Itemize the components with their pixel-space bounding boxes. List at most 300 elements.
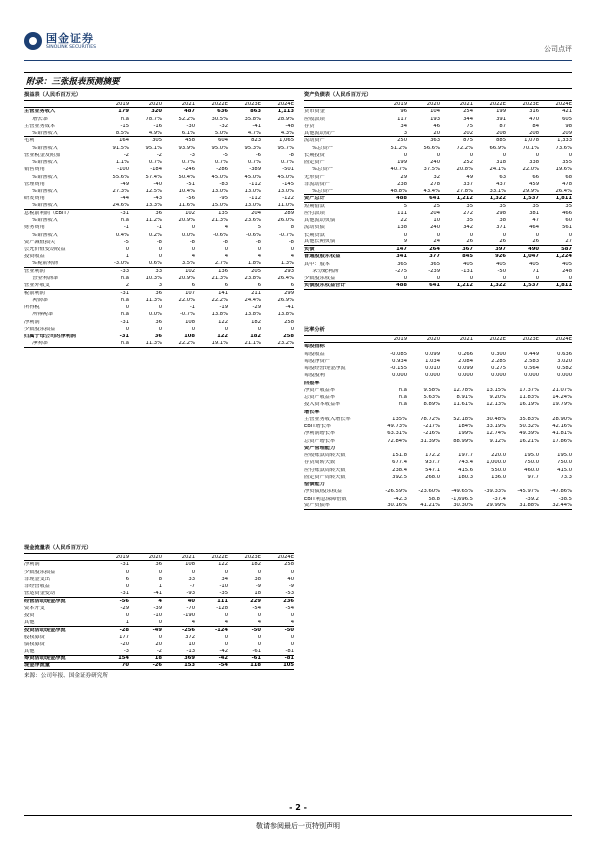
table-cell: 0.7% bbox=[214, 160, 228, 166]
year-header-row bbox=[304, 101, 572, 108]
table-cell: -33 bbox=[120, 268, 129, 274]
table-cell: 550.0 bbox=[491, 467, 506, 473]
table-cell: 20.8% bbox=[456, 167, 473, 173]
table-cell: 4 bbox=[290, 254, 294, 260]
table-row bbox=[304, 358, 572, 365]
table-cell: 2.583 bbox=[524, 358, 539, 364]
row-label: 净利率 bbox=[32, 340, 48, 346]
table-cell: 238 bbox=[397, 181, 407, 187]
year-header: 2021 bbox=[459, 336, 473, 342]
table-cell: -501 bbox=[282, 167, 294, 173]
table-row bbox=[304, 268, 572, 275]
table-cell: 1,047 bbox=[522, 254, 539, 260]
row-label: 其他 bbox=[24, 648, 35, 654]
table-cell: -51 bbox=[186, 181, 195, 187]
table-cell: -95 bbox=[219, 196, 228, 202]
table-cell: -49 bbox=[120, 181, 129, 187]
table-cell: 0 bbox=[224, 642, 228, 648]
row-label: 未分配利润 bbox=[312, 268, 338, 274]
table-cell: 72.84% bbox=[387, 438, 407, 444]
table-cell: 32 bbox=[433, 174, 440, 180]
table-row bbox=[304, 409, 572, 416]
table-cell: -93 bbox=[186, 590, 195, 596]
table-cell: 4 bbox=[224, 225, 228, 231]
table-cell: 13.15% bbox=[486, 387, 506, 393]
table-cell: 97.7 bbox=[527, 474, 539, 480]
table-cell: 0.7% bbox=[247, 160, 261, 166]
row-label: 应收款项 bbox=[304, 116, 325, 122]
table-cell: -30 bbox=[186, 123, 195, 129]
table-cell: 14.24% bbox=[552, 395, 572, 401]
table-cell: -31 bbox=[119, 334, 129, 340]
table-cell: -23.60% bbox=[418, 489, 440, 495]
year-header: 2023E bbox=[244, 101, 261, 107]
table-cell: 199 bbox=[496, 109, 506, 115]
table-row bbox=[304, 343, 572, 350]
table-cell: 20.9% bbox=[178, 218, 195, 224]
balance-title: 资产负债表（人民币百万元） bbox=[304, 92, 572, 101]
table-row bbox=[304, 365, 572, 372]
table-cell: -39 bbox=[153, 605, 162, 611]
year-header: 2023E bbox=[522, 336, 539, 342]
table-row bbox=[304, 253, 572, 260]
row-label: 所得税 bbox=[24, 305, 40, 311]
table-cell: 36 bbox=[155, 210, 162, 216]
table-cell: 4 bbox=[257, 619, 261, 625]
table-cell: 0 bbox=[502, 152, 506, 158]
table-cell: 33.19% bbox=[486, 424, 506, 430]
table-cell: -0.6% bbox=[212, 232, 228, 238]
table-cell: 31.88% bbox=[519, 503, 539, 509]
table-cell: 0 bbox=[436, 152, 440, 158]
table-cell: 6 bbox=[290, 282, 294, 288]
table-cell: 177 bbox=[119, 634, 129, 640]
table-cell: 0 bbox=[158, 569, 162, 575]
table-cell: -0.7% bbox=[278, 232, 294, 238]
table-cell: 21.07% bbox=[552, 387, 572, 393]
table-cell: -56 bbox=[119, 598, 129, 604]
table-cell: -8 bbox=[288, 239, 294, 245]
row-label: 现金净流量 bbox=[24, 663, 50, 669]
table-cell: 136 bbox=[218, 268, 228, 274]
table-row bbox=[304, 137, 572, 144]
table-cell: 63 bbox=[499, 174, 506, 180]
table-cell: -13 bbox=[186, 648, 195, 654]
row-label: 其他 bbox=[24, 619, 35, 625]
table-cell: -40 bbox=[153, 181, 162, 187]
table-cell: 405 bbox=[529, 261, 539, 267]
table-cell: 2.7% bbox=[214, 261, 228, 267]
table-cell: -8 bbox=[288, 152, 294, 158]
table-row bbox=[304, 181, 572, 188]
row-label: 归属于母公司的净利润 bbox=[24, 334, 76, 340]
row-label: 利润率 bbox=[32, 297, 48, 303]
table-row bbox=[24, 583, 294, 590]
table-cell: 35.8% bbox=[244, 116, 261, 122]
year-header: 2024E bbox=[555, 101, 572, 107]
row-label: 其他长期负债 bbox=[304, 239, 336, 245]
table-cell: 35 bbox=[532, 203, 539, 209]
row-label: %税前利润 bbox=[32, 261, 58, 267]
row-label: 普通股股东权益 bbox=[304, 254, 341, 260]
table-cell: 56.6% bbox=[423, 145, 440, 151]
row-label: 经营活动现金净流 bbox=[24, 598, 66, 604]
table-cell: 28.90% bbox=[552, 416, 572, 422]
table-cell: 561 bbox=[562, 225, 572, 231]
table-cell: 0 bbox=[403, 152, 407, 158]
table-cell: 22.0% bbox=[522, 167, 539, 173]
table-cell: 105 bbox=[283, 663, 294, 669]
table-cell: 299 bbox=[284, 290, 294, 296]
table-cell: 68 bbox=[565, 174, 572, 180]
table-cell: 13.0% bbox=[244, 189, 261, 195]
table-cell: 37.5% bbox=[423, 167, 440, 173]
table-cell: 0.564 bbox=[524, 366, 539, 372]
table-cell: -145 bbox=[282, 181, 294, 187]
table-cell: 57.4% bbox=[145, 174, 162, 180]
row-label: 毛利 bbox=[24, 138, 35, 144]
row-label: 销售费用 bbox=[24, 167, 45, 173]
table-cell: -124 bbox=[215, 627, 228, 633]
table-cell: -2 bbox=[156, 152, 162, 158]
table-cell: 16.21% bbox=[519, 438, 539, 444]
table-cell: 0 bbox=[158, 305, 162, 311]
table-cell: 1.1% bbox=[115, 160, 129, 166]
table-cell: 4.3% bbox=[280, 130, 294, 136]
table-cell: 41.81% bbox=[552, 431, 572, 437]
year-header: 2021 bbox=[181, 101, 195, 107]
table-cell: 488 bbox=[396, 195, 407, 201]
table-row bbox=[24, 239, 294, 246]
table-cell: 73.3 bbox=[560, 474, 572, 480]
table-cell: 3.5% bbox=[181, 261, 195, 267]
table-cell: 0 bbox=[257, 642, 261, 648]
table-cell: -246 bbox=[183, 167, 195, 173]
table-cell: 151.8 bbox=[392, 453, 407, 459]
table-cell: 252 bbox=[463, 160, 473, 166]
table-cell: 24.6% bbox=[112, 203, 129, 209]
table-row bbox=[24, 340, 294, 347]
table-row bbox=[24, 663, 294, 670]
table-cell: 43.4% bbox=[423, 188, 440, 194]
row-label: 回报率 bbox=[304, 380, 320, 386]
row-label: 股权募资 bbox=[24, 634, 45, 640]
table-cell: 11.3% bbox=[145, 340, 162, 346]
table-cell: 30.30% bbox=[453, 503, 473, 509]
table-cell: 0 bbox=[158, 326, 162, 332]
table-cell: 490 bbox=[528, 246, 539, 252]
table-cell: 1,537 bbox=[522, 195, 539, 201]
table-cell: 9.58% bbox=[423, 387, 440, 393]
table-cell: 0 bbox=[224, 613, 228, 619]
table-cell: -1 bbox=[156, 225, 162, 231]
table-cell: 26.0% bbox=[277, 218, 294, 224]
table-cell: 0.0% bbox=[148, 312, 162, 318]
table-cell: 19.79% bbox=[552, 402, 572, 408]
table-row bbox=[304, 145, 572, 152]
row-label: 主营业务收入增长率 bbox=[304, 416, 351, 422]
table-cell: -44 bbox=[120, 196, 129, 202]
table-cell: 0 bbox=[191, 326, 195, 332]
table-cell: 6 bbox=[191, 282, 195, 288]
row-label: 资产管理能力 bbox=[304, 445, 336, 451]
table-cell: 24.1% bbox=[489, 167, 506, 173]
table-cell: 1,811 bbox=[555, 282, 572, 288]
row-label: 其中：股本 bbox=[304, 261, 330, 267]
table-cell: 91.5% bbox=[112, 145, 129, 151]
table-cell: 11.6% bbox=[178, 203, 195, 209]
table-cell: 1,322 bbox=[489, 282, 506, 288]
table-cell: 0 bbox=[224, 247, 228, 253]
table-cell: 4 bbox=[158, 598, 162, 604]
table-cell: 13.8% bbox=[277, 312, 294, 318]
table-cell: n.a bbox=[120, 312, 129, 318]
table-cell: 1.3% bbox=[280, 261, 294, 267]
table-cell: 30.48% bbox=[486, 416, 506, 422]
row-label: 每股净资产 bbox=[304, 358, 330, 364]
table-row bbox=[304, 488, 572, 495]
row-label: 其他流动负债 bbox=[304, 218, 336, 224]
table-cell: -217% bbox=[423, 424, 440, 430]
table-cell: 0 bbox=[469, 232, 473, 238]
table-cell: 0 bbox=[290, 634, 294, 640]
table-cell: 182 bbox=[250, 334, 261, 340]
table-cell: 240 bbox=[430, 225, 440, 231]
table-cell: 391 bbox=[496, 116, 506, 122]
table-cell: 50.32% bbox=[519, 424, 539, 430]
page-header bbox=[24, 28, 572, 58]
row-label: 净利润 bbox=[24, 319, 40, 325]
table-cell: 51.2% bbox=[390, 145, 407, 151]
row-label: 总资产增长率 bbox=[304, 438, 336, 444]
table-cell: 365 bbox=[397, 261, 407, 267]
table-cell: 547.1 bbox=[425, 467, 440, 473]
row-label: 应付款项 bbox=[304, 210, 325, 216]
table-cell: 21.1% bbox=[244, 340, 261, 346]
table-cell: 24 bbox=[433, 239, 440, 245]
table-cell: 19.6% bbox=[555, 167, 572, 173]
table-cell: 2.084 bbox=[458, 358, 473, 364]
table-cell: 2.285 bbox=[491, 358, 506, 364]
table-row bbox=[304, 123, 572, 130]
table-cell: 33 bbox=[155, 268, 162, 274]
table-cell: 108 bbox=[184, 334, 195, 340]
row-label: 流动负债 bbox=[304, 225, 325, 231]
table-cell: 73.6% bbox=[555, 145, 572, 151]
table-cell: 26 bbox=[532, 239, 539, 245]
table-cell: 0.934 bbox=[392, 358, 407, 364]
table-cell: 98 bbox=[565, 123, 572, 129]
table-cell: 371 bbox=[496, 225, 506, 231]
table-row bbox=[304, 387, 572, 394]
table-cell: 0 bbox=[125, 584, 129, 590]
table-cell: 40 bbox=[287, 576, 294, 582]
table-row bbox=[304, 217, 572, 224]
row-label: %销售收入 bbox=[32, 174, 58, 180]
table-cell: 0 bbox=[257, 247, 261, 253]
table-cell: 87 bbox=[499, 123, 506, 129]
table-cell: 372 bbox=[185, 634, 195, 640]
table-cell: 34 bbox=[400, 123, 407, 129]
table-cell: -41 bbox=[153, 590, 162, 596]
row-label: 所得税率 bbox=[32, 312, 53, 318]
row-label: 营业外收支 bbox=[24, 282, 50, 288]
income-statement-table bbox=[24, 92, 294, 348]
table-cell: 0 bbox=[257, 634, 261, 640]
table-cell: -7 bbox=[189, 584, 195, 590]
table-cell: 0 bbox=[436, 232, 440, 238]
table-cell: -61 bbox=[251, 656, 261, 662]
year-header: 2021 bbox=[459, 101, 473, 107]
table-cell: 30.16% bbox=[387, 503, 407, 509]
header-divider bbox=[24, 60, 572, 61]
table-cell: 258 bbox=[284, 562, 294, 568]
table-cell: 135% bbox=[392, 416, 407, 422]
table-cell: 75 bbox=[466, 123, 473, 129]
row-label: 非流动资产 bbox=[304, 181, 330, 187]
table-cell: 35.83% bbox=[519, 416, 539, 422]
table-cell: 122 bbox=[218, 562, 228, 568]
year-header: 2024E bbox=[277, 101, 294, 107]
table-row bbox=[304, 372, 572, 379]
table-cell: 392.5 bbox=[392, 474, 407, 480]
table-row bbox=[304, 232, 572, 239]
table-row bbox=[304, 380, 572, 387]
table-cell: 0 bbox=[502, 232, 506, 238]
table-cell: 1 bbox=[125, 619, 129, 625]
row-label: 税前利润 bbox=[24, 290, 45, 296]
table-cell: 27 bbox=[565, 239, 572, 245]
table-cell: 342 bbox=[463, 225, 473, 231]
table-cell: 0 bbox=[158, 619, 162, 625]
table-cell: -3.0% bbox=[113, 261, 129, 267]
row-label: 资本开支 bbox=[24, 605, 45, 611]
balance-sheet-table bbox=[304, 92, 572, 290]
table-cell: 10.3% bbox=[145, 276, 162, 282]
table-cell: 117 bbox=[397, 116, 407, 122]
table-cell: 604 bbox=[218, 138, 228, 144]
table-cell: 35 bbox=[499, 203, 506, 209]
table-cell: -50 bbox=[497, 268, 506, 274]
row-label: 净资产收益率 bbox=[304, 387, 336, 393]
table-cell: 41.21% bbox=[420, 503, 440, 509]
table-row bbox=[304, 423, 572, 430]
table-cell: 0.000 bbox=[491, 373, 506, 379]
table-cell: -216% bbox=[423, 431, 440, 437]
table-row bbox=[304, 474, 572, 481]
row-label: 营业利润率 bbox=[32, 276, 58, 282]
table-cell: 138 bbox=[397, 225, 407, 231]
table-cell: 0.7% bbox=[148, 160, 162, 166]
table-row bbox=[304, 401, 572, 408]
table-cell: 0 bbox=[403, 275, 407, 281]
table-row bbox=[304, 246, 572, 253]
disclaimer: 敬请参阅最后一页特别声明 bbox=[256, 822, 340, 830]
row-label: 每股经营现金净流 bbox=[304, 366, 346, 372]
table-cell: 15.0% bbox=[211, 203, 228, 209]
row-label: 营业利润 bbox=[24, 268, 45, 274]
table-cell: 11.0% bbox=[277, 203, 294, 209]
table-cell: -38.5 bbox=[558, 496, 572, 502]
table-cell: 31.39% bbox=[420, 438, 440, 444]
row-label: 应收账款周转天数 bbox=[304, 453, 346, 459]
table-cell: 823 bbox=[251, 138, 261, 144]
table-cell: 66 bbox=[532, 174, 539, 180]
table-cell: 24.4% bbox=[244, 297, 261, 303]
table-cell: 229 bbox=[250, 598, 261, 604]
table-cell: 36 bbox=[155, 562, 162, 568]
table-cell: 49.39% bbox=[519, 431, 539, 437]
table-cell: 96 bbox=[400, 109, 407, 115]
table-cell: 9 bbox=[403, 239, 407, 245]
table-cell: -42.3 bbox=[393, 496, 407, 502]
year-header: 2022E bbox=[489, 336, 506, 342]
table-cell: 10 bbox=[433, 218, 440, 224]
table-cell: 293 bbox=[284, 268, 294, 274]
table-cell: -10 bbox=[219, 584, 228, 590]
table-cell: 863 bbox=[250, 109, 261, 115]
table-cell: 4 bbox=[257, 254, 261, 260]
table-cell: 415.0 bbox=[557, 467, 572, 473]
table-cell: -112 bbox=[249, 181, 261, 187]
year-header: 2019 bbox=[115, 101, 129, 107]
row-label: 负债股东权益合计 bbox=[304, 282, 346, 288]
table-cell: 459 bbox=[529, 181, 539, 187]
table-row bbox=[24, 108, 294, 115]
table-cell: 23.6% bbox=[244, 218, 261, 224]
cashflow-title: 现金流量表（人民币百万元） bbox=[24, 545, 294, 554]
row-label: 增长率 bbox=[32, 116, 48, 122]
table-cell: 102 bbox=[185, 210, 195, 216]
table-cell: 8.5% bbox=[115, 130, 129, 136]
table-cell: 182 bbox=[251, 562, 261, 568]
table-cell: -54 bbox=[218, 663, 228, 669]
table-cell: 55.6% bbox=[112, 174, 129, 180]
table-cell: -29 bbox=[252, 305, 261, 311]
table-cell: 240 bbox=[430, 160, 440, 166]
table-cell: n.a bbox=[398, 387, 407, 393]
table-cell: 250 bbox=[397, 138, 407, 144]
table-cell: 20.9% bbox=[178, 276, 195, 282]
table-cell: 5.63% bbox=[423, 395, 440, 401]
table-cell: 9.12% bbox=[489, 438, 506, 444]
row-label: 资产减值损失 bbox=[24, 239, 56, 245]
table-cell: 258 bbox=[284, 319, 294, 325]
table-cell: 208 bbox=[529, 130, 539, 136]
table-cell: 13.8% bbox=[244, 312, 261, 318]
table-row bbox=[24, 326, 294, 333]
table-row bbox=[24, 590, 294, 597]
table-cell: 19.1% bbox=[211, 340, 228, 346]
table-cell: -28 bbox=[119, 627, 129, 633]
table-cell: 205 bbox=[251, 268, 261, 274]
table-cell: -1 bbox=[123, 225, 129, 231]
table-cell: 0.4% bbox=[115, 232, 129, 238]
table-row bbox=[24, 282, 294, 289]
table-cell: 0 bbox=[125, 247, 129, 253]
table-row bbox=[24, 561, 294, 568]
table-cell: 17.86% bbox=[552, 438, 572, 444]
table-cell: -61 bbox=[252, 648, 261, 654]
row-label: 货币资金 bbox=[304, 109, 325, 115]
year-header: 2020 bbox=[426, 336, 440, 342]
table-row bbox=[304, 467, 572, 474]
table-cell: 605 bbox=[562, 116, 572, 122]
table-cell: -31 bbox=[120, 562, 129, 568]
row-label: 流动资产 bbox=[304, 138, 325, 144]
table-cell: 1,065 bbox=[279, 138, 294, 144]
table-cell: 587 bbox=[561, 246, 572, 252]
